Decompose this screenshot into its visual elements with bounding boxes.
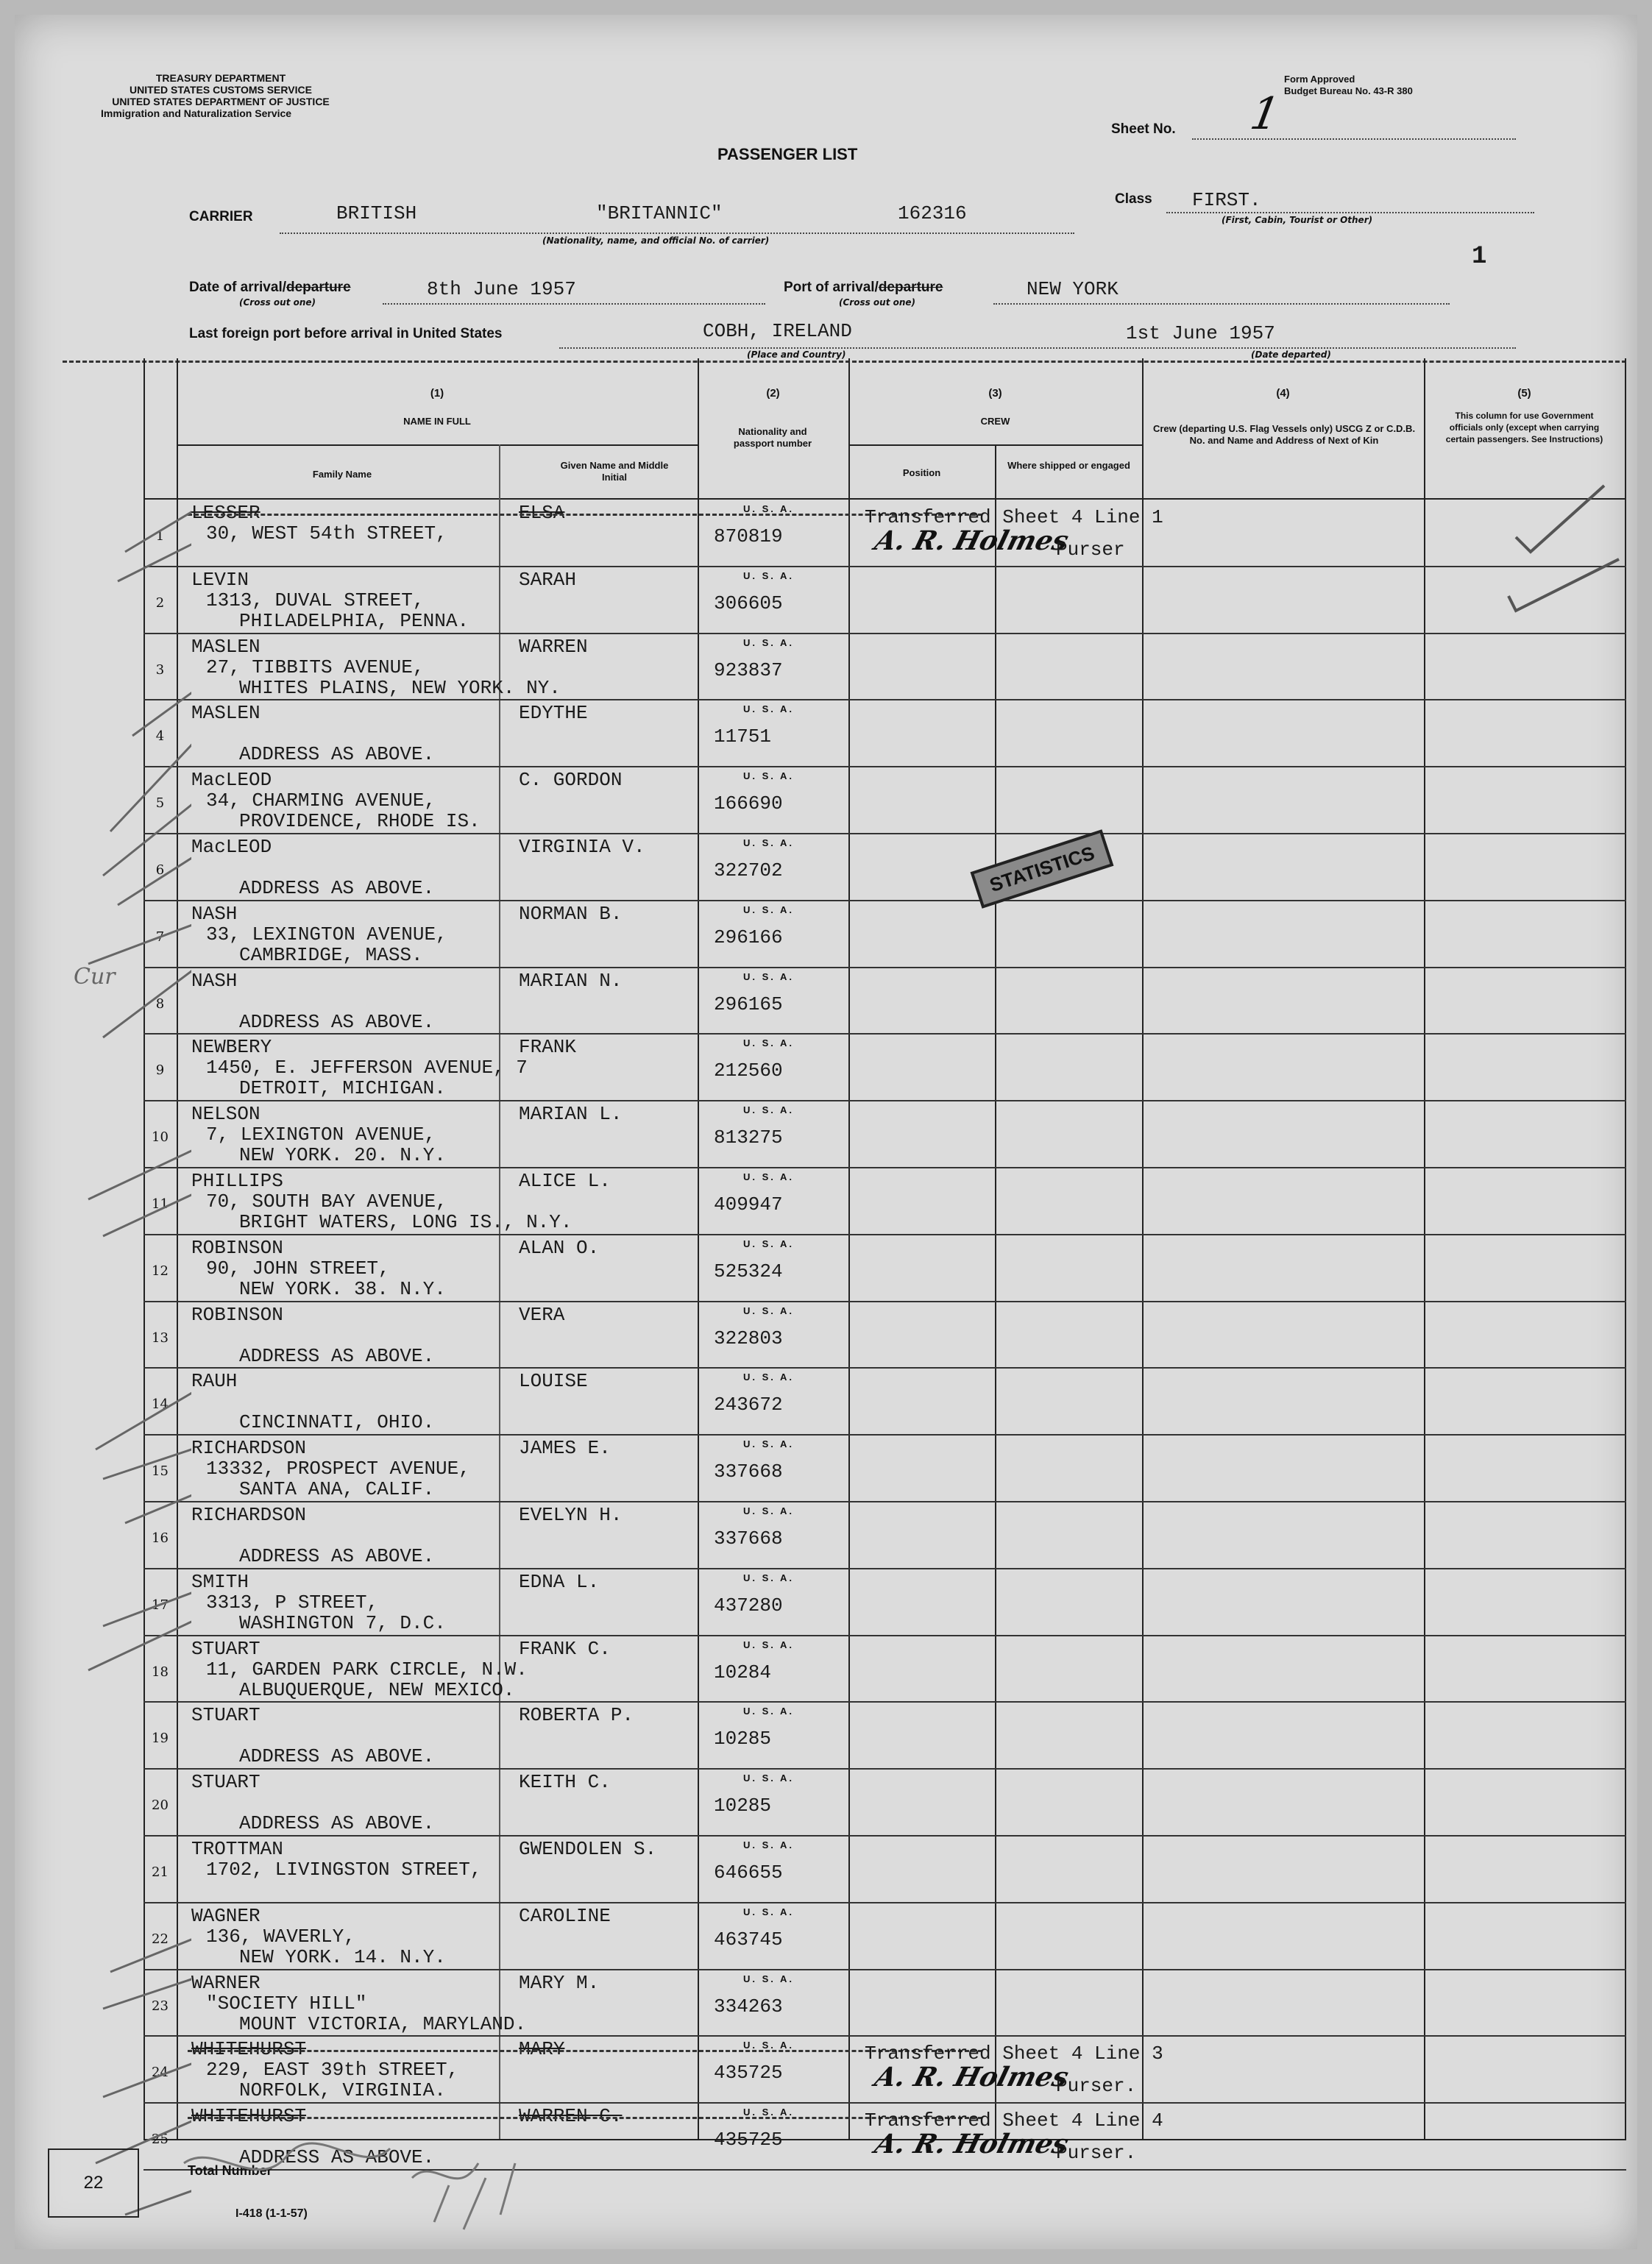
nationality-label: U. S. A. [743,1238,795,1249]
row-number: 14 [152,1397,169,1413]
nationality-label: U. S. A. [743,1973,795,1984]
class-label: Class [1115,191,1152,207]
col-family-name: Family Name [312,469,372,480]
address-line-2: ADDRESS AS ABOVE. [239,1010,435,1033]
passport-number: 463745 [714,1928,783,1951]
margin-pencil-ticks [44,493,191,2259]
family-name: NELSON [191,1103,260,1126]
last-port-date-caption: (Date departed) [1251,349,1331,360]
date-label-struck: departure [286,280,351,295]
nationality-label: U. S. A. [743,703,795,715]
given-name: EDYTHE [519,702,588,725]
row-number: 18 [152,1664,169,1680]
table-row [143,1636,1626,1703]
grid-line [143,498,1626,500]
nationality-label: U. S. A. [743,904,795,915]
given-name: KEITH C. [519,1771,611,1794]
address-line-1: 136, WAVERLY, [206,1925,355,1948]
purser-label: Purser [1056,539,1125,561]
address-line-1: 1313, DUVAL STREET, [206,589,425,611]
address-line-1: 7, LEXINGTON AVENUE, [206,1124,436,1146]
nationality-label: U. S. A. [743,1305,795,1316]
family-name: NASH [191,969,238,992]
last-port-line [559,347,1516,349]
address-line-2: PROVIDENCE, RHODE IS. [239,810,481,833]
address-line-1: 229, EAST 39th STREET, [206,2059,459,2082]
passport-number: 10285 [714,1728,772,1750]
side-mark: 1 [1472,243,1487,271]
family-name: MacLEOD [191,836,272,858]
family-name: PHILLIPS [191,1170,283,1192]
family-name: MASLEN [191,635,260,658]
family-name: WAGNER [191,1904,260,1927]
col3-number: (3) [988,387,1002,400]
address-line-2: NEW YORK. 20. N.Y. [239,1144,446,1167]
last-port-caption: (Place and Country) [747,349,846,360]
passport-number: 10285 [714,1795,772,1817]
address-line-1: 34, CHARMING AVENUE, [206,789,436,812]
row-number: 6 [155,862,165,878]
strike-line [188,2117,982,2119]
given-name: MARY [519,2038,565,2061]
nationality-label: U. S. A. [743,770,795,782]
family-name: RICHARDSON [191,1437,307,1460]
address-line-2: NEW YORK. 14. N.Y. [239,1945,446,1968]
row-number: 25 [152,2132,169,2148]
passenger-table [143,358,1626,2169]
given-name: GWENDOLEN S. [519,1838,657,1860]
last-port-label: Last foreign port before arrival in United States [189,326,503,341]
family-name: RICHARDSON [191,1504,307,1526]
address-line-1: 90, JOHN STREET, [206,1257,390,1280]
family-name: SMITH [191,1570,249,1593]
given-name: ALICE L. [519,1170,611,1192]
date-value: 8th June 1957 [427,278,576,300]
port-label-prefix: Port of arrival/ [784,280,879,295]
transfer-text: Transferred Sheet 4 Line 3 [865,2043,1163,2065]
given-name: WARREN [519,635,588,658]
class-caption: (First, Cabin, Tourist or Other) [1222,215,1373,225]
transfer-text: Transferred Sheet 4 Line 4 [865,2109,1163,2132]
row-number: 10 [152,1129,169,1146]
row-number: 9 [155,1062,165,1079]
check-marks [1486,471,1634,618]
address-line-2: WASHINGTON 7, D.C. [239,1611,446,1634]
row-number: 20 [152,1798,169,1814]
col1-number: (1) [430,387,444,400]
class-value: FIRST. [1192,189,1261,211]
table-row [143,1302,1626,1369]
page-title: PASSENGER LIST [717,145,858,163]
address-line-2: ADDRESS AS ABOVE. [239,1545,435,1567]
passport-number: 296166 [714,926,783,948]
table-row [143,1770,1626,1837]
table-row [143,1970,1626,2037]
row-number: 2 [155,595,165,611]
passport-number: 306605 [714,592,783,614]
row-number: 1 [155,528,165,544]
date-line [383,303,765,305]
col-position: Position [902,467,941,478]
family-name: WARNER [191,1971,260,1994]
table-row [143,1369,1626,1436]
table-row [143,1502,1626,1569]
family-name: WHITEHURST [191,2105,307,2128]
row-number: 23 [152,1998,169,2014]
date-label [189,280,351,296]
col5-title: This column for use Government officials only (except when carrying certain passengers. See Instructions) [1445,411,1603,444]
nationality-label: U. S. A. [743,1772,795,1784]
given-name: MARY M. [519,1971,600,1994]
port-line [993,303,1450,305]
passport-number: 166690 [714,792,783,815]
passport-number: 322702 [714,859,783,881]
given-name: EVELYN H. [519,1504,623,1526]
sheet-no-value: 1 [1246,88,1284,140]
carrier-number: 162316 [898,202,967,224]
table-row [143,1903,1626,1970]
passport-number: 337668 [714,1461,783,1483]
row-number: 4 [155,728,165,745]
agency-line-1: TREASURY DEPARTMENT [155,72,286,84]
table-row [143,1569,1626,1636]
pencil-scribble [169,2134,537,2244]
table-row [143,1235,1626,1302]
agency-block [85,72,357,119]
address-line-1: 30, WEST 54th STREET, [206,522,447,544]
form-number: I-418 (1-1-57) [235,2207,308,2220]
address-line-2: NORFOLK, VIRGINIA. [239,2079,446,2102]
table-row [143,1035,1626,1101]
carrier-nationality: BRITISH [336,202,417,224]
family-name: MacLEOD [191,769,272,792]
address-line-2: NEW YORK. 38. N.Y. [239,1277,446,1300]
agency-line-3: UNITED STATES DEPARTMENT OF JUSTICE [112,96,330,107]
last-port-value: COBH, IRELAND [703,320,852,342]
address-line-2: ADDRESS AS ABOVE. [239,877,435,899]
family-name: WHITEHURST [191,2038,307,2061]
address-line-2: SANTA ANA, CALIF. [239,1478,435,1501]
total-box [48,2148,139,2218]
table-row [143,567,1626,634]
table-row [143,1837,1626,1903]
date-label-prefix: Date of arrival/ [189,280,286,295]
purser-signature: A. R. Holmes [871,2062,1072,2093]
row-number: 22 [152,1931,169,1947]
table-row [143,1101,1626,1168]
nationality-label: U. S. A. [743,1906,795,1917]
passport-number: 646655 [714,1862,783,1884]
passport-number: 10284 [714,1661,772,1683]
address-line-2: ALBUQUERQUE, NEW MEXICO. [239,1678,515,1701]
nationality-label: U. S. A. [743,1572,795,1583]
table-row [143,1703,1626,1770]
given-name: ELSA [519,502,565,524]
total-label: Total Number [188,2163,272,2178]
table-row [143,1436,1626,1502]
table-row [143,767,1626,834]
row-number: 7 [155,929,165,945]
address-line-2: WHITES PLAINS, NEW YORK. NY. [239,676,561,699]
col-where-shipped: Where shipped or engaged [1007,460,1130,471]
address-line-2: ADDRESS AS ABOVE. [239,1745,435,1768]
nationality-label: U. S. A. [743,569,795,581]
family-name: ROBINSON [191,1236,283,1259]
row-number: 5 [155,795,165,812]
row-number: 16 [152,1530,169,1546]
address-line-1: 3313, P STREET, [206,1591,379,1614]
family-name: STUART [191,1771,260,1794]
passport-number: 212560 [714,1060,783,1082]
form-approved-line-1: Form Approved [1284,74,1355,85]
col5-number: (5) [1517,387,1531,400]
family-name: STUART [191,1637,260,1660]
strike-line [188,2050,982,2052]
table-row [143,968,1626,1035]
passport-number: 870819 [714,525,783,547]
row-number: 13 [152,1330,169,1346]
row-number: 21 [152,1864,169,1880]
given-name: FRANK C. [519,1637,611,1660]
row-number: 12 [152,1263,169,1279]
passport-number: 525324 [714,1260,783,1282]
last-port-date: 1st June 1957 [1126,322,1275,344]
nationality-label: U. S. A. [743,503,795,514]
address-line-2: MOUNT VICTORIA, MARYLAND. [239,2012,527,2035]
row-number: 3 [155,661,165,678]
form-page [15,15,1637,2249]
family-name: STUART [191,1704,260,1727]
transfer-text: Transferred Sheet 4 Line 1 [865,506,1163,528]
address-line-1: 11, GARDEN PARK CIRCLE, N.W. [206,1658,528,1681]
family-name: NEWBERY [191,1036,272,1059]
statistics-stamp: STATISTICS [971,829,1114,909]
address-line-2: CAMBRIDGE, MASS. [239,943,423,966]
family-name: LESSER [191,502,260,524]
row-number: 15 [152,1463,169,1480]
passport-number: 435725 [714,2062,783,2084]
given-name: LOUISE [519,1370,588,1393]
address-line-1: 33, LEXINGTON AVENUE, [206,923,447,945]
transfer-note [865,506,1380,565]
carrier-name: "BRITANNIC" [596,202,723,224]
col2-number: (2) [766,387,780,400]
address-line-1: 27, TIBBITS AVENUE, [206,656,425,678]
address-line-2: BRIGHT WATERS, LONG IS., N.Y. [239,1211,572,1233]
family-name: MASLEN [191,702,260,725]
table-row [143,1168,1626,1235]
grid-line [848,444,1142,446]
address-line-1: "SOCIETY HILL" [206,1992,367,2015]
given-name: C. GORDON [519,769,623,792]
col3-title: CREW [980,416,1010,427]
col2-title: Nationality and passport number [733,426,812,449]
passport-number: 409947 [714,1193,783,1216]
address-line-1: 70, SOUTH BAY AVENUE, [206,1190,447,1213]
passport-number: 11751 [714,725,772,748]
form-approved [1284,74,1413,97]
purser-signature: A. R. Holmes [871,525,1072,556]
address-line-2: ADDRESS AS ABOVE. [239,1344,435,1367]
row-number: 19 [152,1731,169,1747]
nationality-label: U. S. A. [743,970,795,982]
passport-number: 437280 [714,1594,783,1617]
given-name: SARAH [519,568,577,591]
purser-label: Purser. [1056,2142,1137,2165]
port-label-struck: departure [878,280,943,295]
purser-label: Purser. [1056,2075,1137,2098]
passport-number: 243672 [714,1394,783,1416]
port-label [784,280,943,296]
passport-number: 923837 [714,659,783,681]
family-name: ROBINSON [191,1303,283,1326]
carrier-label: CARRIER [189,209,253,224]
passport-number: 813275 [714,1126,783,1149]
nationality-label: U. S. A. [743,1639,795,1650]
agency-line-4: Immigration and Naturalization Service [101,107,292,119]
grid-line [177,444,698,446]
address-line-2: PHILADELPHIA, PENNA. [239,609,469,632]
family-name: NASH [191,902,238,925]
nationality-label: U. S. A. [743,636,795,648]
nationality-label: U. S. A. [743,1839,795,1850]
given-name: EDNA L. [519,1570,600,1593]
address-line-2: ADDRESS AS ABOVE. [239,1812,435,1835]
passport-number: 435725 [714,2129,783,2151]
address-line-2: DETROIT, MICHIGAN. [239,1077,446,1100]
row-number: 24 [152,2065,169,2081]
nationality-label: U. S. A. [743,1171,795,1182]
address-line-1: 1450, E. JEFFERSON AVENUE, 7 [206,1057,528,1079]
given-name: FRANK [519,1036,577,1059]
form-approved-line-2: Budget Bureau No. 43-R 380 [1284,85,1413,96]
given-name: JAMES E. [519,1437,611,1460]
address-line-1: 13332, PROSPECT AVENUE, [206,1458,470,1480]
purser-signature: A. R. Holmes [871,2129,1072,2160]
total-value: 22 [83,2173,104,2193]
given-name: NORMAN B. [519,902,623,925]
address-line-2: ADDRESS AS ABOVE. [239,743,435,766]
passport-number: 322803 [714,1327,783,1349]
given-name: CAROLINE [519,1904,611,1927]
table-row [143,634,1626,701]
col4-number: (4) [1276,387,1290,400]
family-name: LEVIN [191,568,249,591]
transfer-note [865,2043,1380,2101]
nationality-label: U. S. A. [743,2107,795,2118]
table-row [143,700,1626,767]
margin-note: Cur [74,964,116,990]
given-name: VIRGINIA V. [519,836,645,858]
address-line-2: CINCINNATI, OHIO. [239,1411,435,1434]
table-row [143,901,1626,968]
address-line-1: 1702, LIVINGSTON STREET, [206,1859,482,1881]
given-name: MARIAN N. [519,969,623,992]
row-number: 11 [152,1196,169,1212]
row-number: 8 [155,996,165,1012]
transfer-note [865,2109,1380,2168]
passport-number: 296165 [714,993,783,1015]
given-name: ROBERTA P. [519,1704,634,1727]
given-name: MARIAN L. [519,1103,623,1126]
passport-number: 337668 [714,1527,783,1550]
nationality-label: U. S. A. [743,837,795,848]
carrier-line [280,233,1074,234]
class-line [1166,212,1534,213]
strike-line [188,514,982,516]
given-name: WARREN C. [519,2105,623,2128]
nationality-label: U. S. A. [743,2040,795,2051]
address-line-2: ADDRESS AS ABOVE. [239,2146,435,2169]
col4-title: Crew (departing U.S. Flag Vessels only) USCG Z or C.D.B. No. and Name and Address of Next of Kin [1152,423,1416,446]
col1-title: NAME IN FULL [403,416,471,427]
sheet-no-label: Sheet No. [1111,121,1176,137]
nationality-label: U. S. A. [743,1037,795,1049]
row-number: 17 [152,1597,169,1613]
family-name: TROTTMAN [191,1838,283,1860]
given-name: VERA [519,1303,565,1326]
date-caption: (Cross out one) [239,297,316,308]
family-name: RAUH [191,1370,238,1393]
nationality-label: U. S. A. [743,1371,795,1383]
sheet-no-line [1192,138,1516,140]
port-value: NEW YORK [1027,278,1119,300]
given-name: ALAN O. [519,1236,600,1259]
carrier-caption: (Nationality, name, and official No. of carrier) [542,235,770,246]
nationality-label: U. S. A. [743,1706,795,1717]
nationality-label: U. S. A. [743,1438,795,1450]
col-given-name: Given Name and Middle Initial [560,460,669,483]
nationality-label: U. S. A. [743,1505,795,1516]
table-row [143,834,1626,901]
port-caption: (Cross out one) [839,297,916,308]
agency-line-2: UNITED STATES CUSTOMS SERVICE [130,84,312,96]
nationality-label: U. S. A. [743,1104,795,1116]
passport-number: 334263 [714,1995,783,2018]
